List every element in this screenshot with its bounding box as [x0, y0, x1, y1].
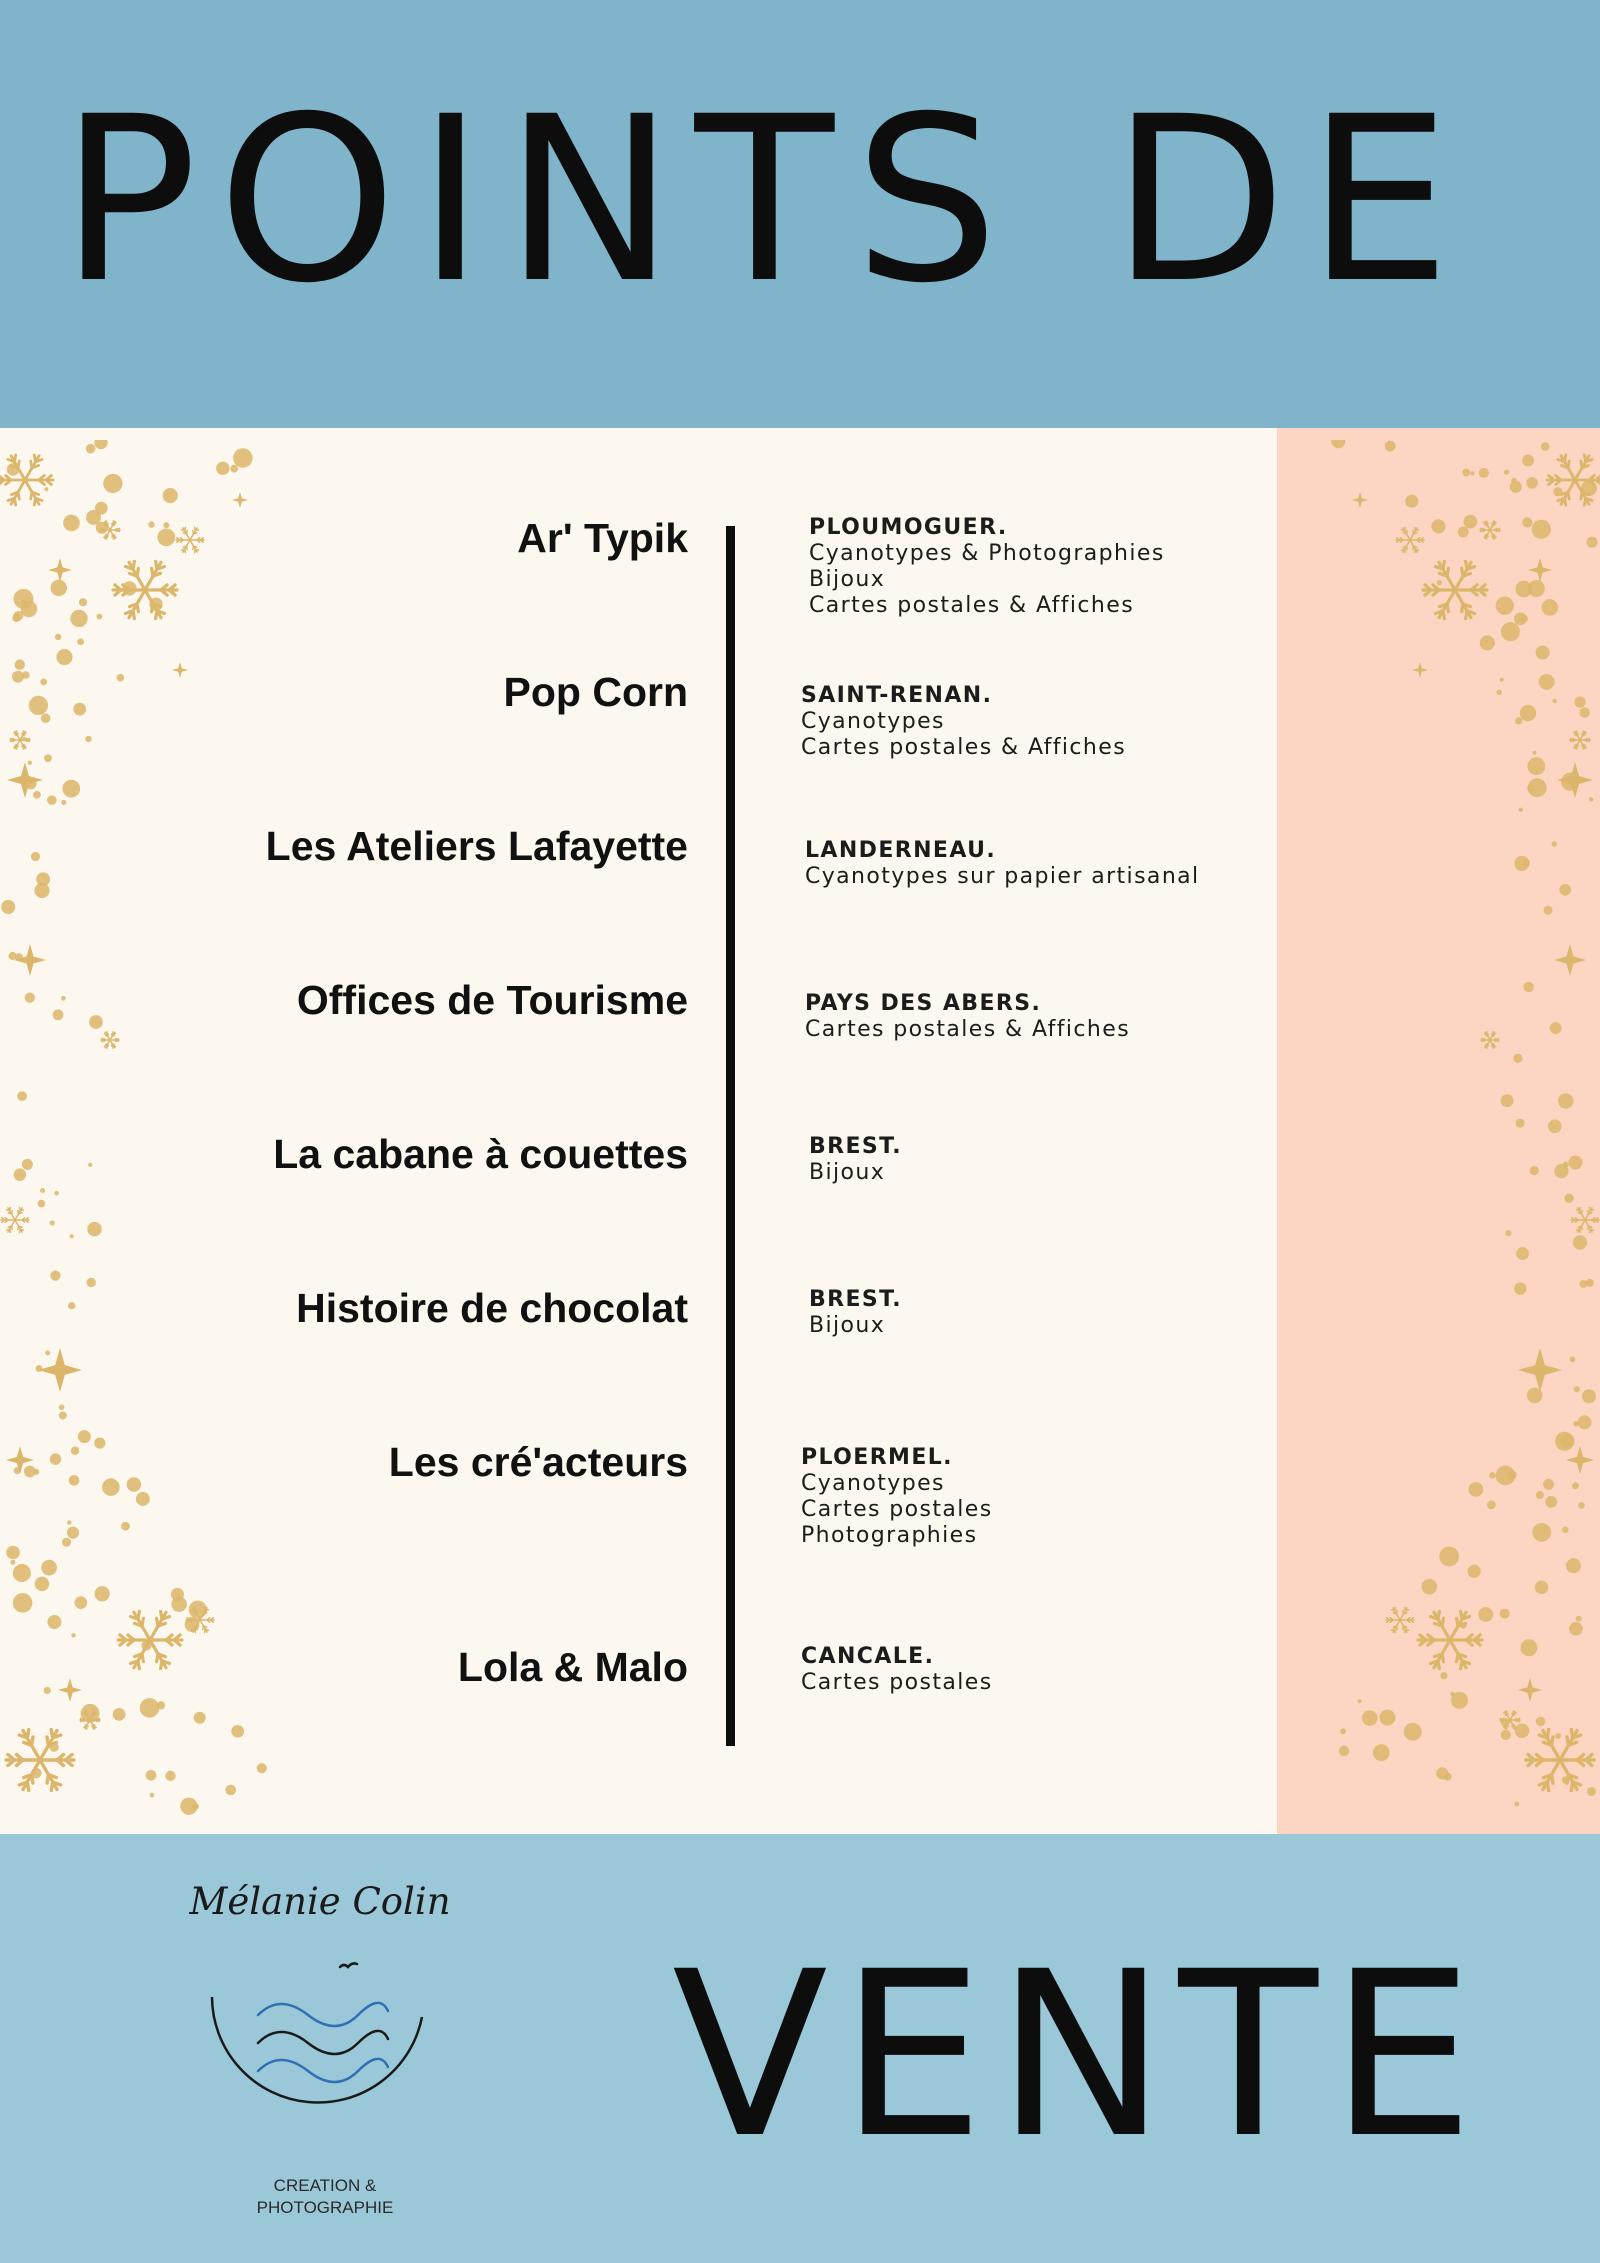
confetti-dot-icon — [86, 510, 101, 525]
confetti-dot-icon — [13, 1593, 33, 1613]
confetti-dot-icon — [1522, 517, 1532, 527]
confetti-dot-icon — [59, 1411, 67, 1419]
confetti-dot-icon — [1443, 603, 1449, 609]
confetti-dot-icon — [47, 795, 57, 805]
sparkle-star-icon — [1566, 1446, 1594, 1474]
confetti-dot-icon — [67, 1527, 79, 1539]
snowflake-icon — [1570, 731, 1590, 749]
confetti-dot-icon — [1357, 1699, 1361, 1703]
confetti-dot-icon — [1548, 1120, 1562, 1134]
confetti-dot-icon — [36, 1365, 43, 1372]
confetti-dot-icon — [12, 671, 24, 683]
confetti-dot-icon — [1496, 597, 1514, 615]
confetti-dot-icon — [38, 1200, 46, 1208]
shop-place: BREST. — [809, 1287, 903, 1312]
confetti-dot-icon — [185, 1617, 200, 1632]
confetti-dot-icon — [1555, 1733, 1561, 1739]
confetti-dot-icon — [1558, 1093, 1573, 1108]
shop-name: Histoire de chocolat — [296, 1285, 688, 1331]
shop-place: PAYS DES ABERS. — [805, 991, 1042, 1016]
confetti-dot-icon — [45, 1350, 50, 1355]
confetti-dot-icon — [29, 696, 48, 715]
confetti-dot-icon — [35, 1577, 50, 1592]
shop-item: Bijoux — [809, 567, 886, 592]
confetti-dot-icon — [79, 598, 87, 606]
confetti-dot-icon — [1510, 481, 1522, 493]
confetti-dot-icon — [1536, 1717, 1546, 1727]
confetti-dot-icon — [88, 1163, 92, 1167]
confetti-dot-icon — [33, 791, 41, 799]
confetti-dot-icon — [13, 1564, 31, 1582]
confetti-dot-icon — [1515, 1723, 1530, 1738]
confetti-dot-icon — [1586, 537, 1597, 548]
confetti-dot-icon — [1520, 1639, 1537, 1656]
confetti-dot-icon — [1553, 699, 1557, 703]
shop-info — [809, 515, 1289, 619]
sparkle-star-icon — [1518, 1678, 1542, 1702]
confetti-dot-icon — [70, 1234, 74, 1238]
gold-confetti-decoration-right — [1290, 440, 1600, 1820]
confetti-dot-icon — [1496, 1466, 1516, 1486]
confetti-dot-icon — [1362, 1710, 1378, 1726]
confetti-dot-icon — [75, 1596, 88, 1609]
confetti-dot-icon — [1436, 1767, 1448, 1779]
sparkle-star-icon — [58, 1678, 82, 1702]
confetti-dot-icon — [1479, 468, 1489, 478]
confetti-dot-icon — [89, 1015, 103, 1029]
confetti-dot-icon — [87, 1222, 101, 1236]
confetti-dot-icon — [1437, 580, 1443, 586]
confetti-dot-icon — [1579, 1280, 1587, 1288]
confetti-dot-icon — [1530, 1166, 1539, 1175]
logo-tagline — [220, 2175, 430, 2219]
confetti-dot-icon — [146, 1770, 157, 1781]
confetti-dot-icon — [1532, 1523, 1551, 1542]
shop-place: SAINT-RENAN. — [801, 683, 993, 708]
snowflake-icon — [1547, 455, 1600, 505]
confetti-dot-icon — [1589, 797, 1593, 801]
confetti-dot-icon — [47, 1615, 61, 1629]
confetti-dot-icon — [15, 953, 23, 961]
confetti-dot-icon — [216, 462, 229, 475]
confetti-dot-icon — [1581, 480, 1597, 496]
confetti-dot-icon — [165, 1771, 175, 1781]
sparkle-star-icon — [232, 492, 248, 508]
confetti-dot-icon — [1555, 1432, 1574, 1451]
shop-item: Cyanotypes — [801, 709, 945, 734]
confetti-dot-icon — [87, 1278, 96, 1287]
confetti-dot-icon — [1379, 1710, 1395, 1726]
confetti-dot-icon — [31, 852, 40, 861]
confetti-dot-icon — [1520, 705, 1536, 721]
confetti-dot-icon — [1578, 1415, 1592, 1429]
shop-item: Cyanotypes — [801, 1471, 945, 1496]
confetti-dot-icon — [117, 674, 125, 682]
shop-item: Cartes postales — [801, 1497, 993, 1522]
confetti-dot-icon — [1514, 1801, 1519, 1806]
confetti-dot-icon — [1514, 1282, 1526, 1294]
confetti-dot-icon — [192, 1803, 198, 1809]
confetti-dot-icon — [1587, 1787, 1596, 1796]
confetti-dot-icon — [1536, 645, 1550, 659]
confetti-dot-icon — [189, 1601, 207, 1619]
confetti-dot-icon — [225, 1785, 236, 1796]
confetti-dot-icon — [1440, 1672, 1447, 1679]
shop-item: Cartes postales & Affiches — [809, 593, 1135, 618]
confetti-dot-icon — [102, 1478, 120, 1496]
confetti-dot-icon — [1574, 1386, 1580, 1392]
confetti-dot-icon — [62, 780, 80, 798]
confetti-dot-icon — [230, 465, 238, 473]
confetti-dot-icon — [50, 1220, 55, 1225]
confetti-dot-icon — [171, 1588, 184, 1601]
confetti-dot-icon — [68, 1302, 75, 1309]
confetti-dot-icon — [1373, 1744, 1390, 1761]
shop-info — [809, 1134, 1289, 1186]
confetti-dot-icon — [1478, 1607, 1493, 1622]
confetti-dot-icon — [1513, 1054, 1522, 1063]
confetti-dot-icon — [1527, 1388, 1543, 1404]
confetti-dot-icon — [63, 515, 80, 532]
shop-name: Pop Corn — [503, 669, 688, 715]
sparkle-star-icon — [1554, 944, 1586, 976]
confetti-dot-icon — [44, 487, 48, 491]
confetti-dot-icon — [71, 1633, 75, 1637]
confetti-dot-icon — [1579, 707, 1589, 717]
confetti-dot-icon — [140, 1698, 159, 1717]
confetti-dot-icon — [1339, 1746, 1349, 1756]
snowflake-icon — [0, 455, 53, 505]
confetti-dot-icon — [149, 598, 162, 611]
confetti-dot-icon — [1561, 773, 1579, 791]
confetti-dot-icon — [1500, 678, 1504, 682]
shop-info — [809, 1287, 1289, 1339]
logo-signature: Mélanie Colin — [189, 1880, 451, 1923]
confetti-dot-icon — [1487, 1501, 1496, 1510]
confetti-dot-icon — [1563, 1162, 1569, 1168]
confetti-dot-icon — [1514, 856, 1529, 871]
confetti-dot-icon — [50, 1453, 61, 1464]
confetti-dot-icon — [61, 800, 66, 805]
confetti-dot-icon — [1516, 1119, 1525, 1128]
confetti-dot-icon — [113, 1708, 126, 1721]
shop-place: BREST. — [809, 1134, 903, 1159]
confetti-dot-icon — [61, 996, 66, 1001]
confetti-dot-icon — [33, 1469, 39, 1475]
confetti-dot-icon — [1500, 1609, 1510, 1619]
confetti-dot-icon — [22, 1159, 33, 1170]
confetti-dot-icon — [1422, 1579, 1438, 1595]
confetti-dot-icon — [1570, 1356, 1576, 1362]
confetti-dot-icon — [1566, 1558, 1581, 1573]
confetti-dot-icon — [1515, 717, 1522, 724]
confetti-dot-icon — [1405, 495, 1418, 508]
confetti-dot-icon — [1462, 469, 1470, 477]
confetti-dot-icon — [54, 1191, 59, 1196]
confetti-dot-icon — [14, 1168, 27, 1181]
snowflake-icon — [1, 1207, 29, 1232]
confetti-dot-icon — [1470, 471, 1474, 475]
confetti-dot-icon — [25, 993, 35, 1003]
sparkle-star-icon — [1518, 1348, 1562, 1392]
poster-title-top: POINTS DE — [60, 67, 1471, 333]
confetti-dot-icon — [77, 638, 84, 645]
confetti-dot-icon — [1541, 442, 1550, 451]
confetti-dot-icon — [14, 611, 24, 621]
confetti-dot-icon — [1501, 1730, 1511, 1740]
confetti-dot-icon — [1501, 1094, 1514, 1107]
confetti-dot-icon — [1578, 1502, 1585, 1509]
confetti-dot-icon — [95, 1586, 110, 1601]
confetti-dot-icon — [1568, 1156, 1582, 1170]
snowflake-icon — [1480, 521, 1500, 539]
confetti-dot-icon — [49, 1742, 59, 1752]
shop-item: Cartes postales & Affiches — [801, 735, 1127, 760]
shop-name: Les Ateliers Lafayette — [265, 823, 688, 869]
confetti-dot-icon — [67, 1520, 72, 1525]
confetti-dot-icon — [1505, 1230, 1511, 1236]
confetti-dot-icon — [1539, 674, 1555, 690]
sparkle-star-icon — [1528, 558, 1552, 582]
confetti-dot-icon — [1501, 1718, 1510, 1727]
confetti-dot-icon — [51, 580, 68, 597]
confetti-dot-icon — [22, 671, 30, 679]
confetti-dot-icon — [1542, 599, 1559, 616]
confetti-dot-icon — [1535, 1581, 1548, 1594]
confetti-dot-icon — [1562, 1527, 1568, 1533]
confetti-dot-icon — [1439, 1547, 1459, 1567]
confetti-dot-icon — [70, 610, 87, 627]
poster-title-bottom: VENTE — [672, 1922, 1486, 2188]
confetti-dot-icon — [233, 448, 253, 468]
shop-item: Cyanotypes sur papier artisanal — [805, 864, 1200, 889]
confetti-dot-icon — [1527, 757, 1545, 775]
confetti-dot-icon — [69, 1475, 80, 1486]
snowflake-icon — [1396, 527, 1424, 552]
sparkle-star-icon — [38, 1348, 82, 1392]
confetti-dot-icon — [10, 1560, 15, 1565]
confetti-dot-icon — [1489, 1472, 1496, 1479]
confetti-dot-icon — [55, 634, 61, 640]
confetti-dot-icon — [1552, 841, 1557, 846]
confetti-dot-icon — [1545, 1496, 1557, 1508]
confetti-dot-icon — [1550, 1022, 1562, 1034]
confetti-dot-icon — [14, 1467, 21, 1474]
confetti-dot-icon — [28, 760, 32, 764]
snowflake-icon — [1571, 1207, 1599, 1232]
confetti-dot-icon — [121, 1522, 130, 1531]
confetti-dot-icon — [163, 488, 178, 503]
confetti-dot-icon — [1536, 1491, 1544, 1499]
confetti-dot-icon — [1480, 635, 1495, 650]
snowflake-icon — [1386, 1607, 1414, 1632]
confetti-dot-icon — [1543, 1479, 1554, 1490]
confetti-dot-icon — [1504, 470, 1509, 475]
confetti-dot-icon — [150, 1793, 155, 1798]
sparkle-star-icon — [48, 558, 72, 582]
center-divider — [726, 526, 735, 1746]
confetti-dot-icon — [1331, 440, 1345, 448]
shop-name: Les cré'acteurs — [388, 1439, 688, 1485]
sparkle-star-icon — [1352, 492, 1368, 508]
confetti-dot-icon — [41, 713, 51, 723]
confetti-dot-icon — [1340, 1728, 1346, 1734]
confetti-dot-icon — [62, 1538, 71, 1547]
confetti-dot-icon — [1468, 1482, 1483, 1497]
confetti-dot-icon — [136, 1492, 150, 1506]
snowflake-icon — [1423, 561, 1487, 618]
confetti-dot-icon — [194, 1712, 206, 1724]
shop-place: PLOUMOGUER. — [809, 515, 1008, 540]
shop-item: Cartes postales — [801, 1670, 993, 1695]
confetti-dot-icon — [34, 883, 49, 898]
confetti-dot-icon — [1527, 785, 1535, 793]
confetti-dot-icon — [96, 614, 102, 620]
shop-item: Cyanotypes & Photographies — [809, 541, 1165, 566]
shop-name: Ar' Typik — [517, 515, 688, 561]
confetti-dot-icon — [50, 1270, 60, 1280]
confetti-dot-icon — [1573, 1235, 1587, 1249]
confetti-dot-icon — [44, 754, 52, 762]
confetti-dot-icon — [53, 1009, 64, 1020]
confetti-dot-icon — [1544, 906, 1553, 915]
shop-item: Cartes postales & Affiches — [805, 1017, 1131, 1042]
confetti-dot-icon — [1576, 1616, 1582, 1622]
shop-name: La cabane à couettes — [273, 1131, 688, 1177]
shop-item: Photographies — [801, 1523, 978, 1548]
confetti-dot-icon — [1516, 1247, 1529, 1260]
shop-info — [801, 683, 1281, 761]
confetti-dot-icon — [1553, 487, 1562, 496]
confetti-dot-icon — [15, 659, 25, 669]
confetti-dot-icon — [1562, 1776, 1569, 1783]
confetti-dot-icon — [44, 1687, 51, 1694]
shop-place: LANDERNEAU. — [805, 838, 997, 863]
confetti-dot-icon — [7, 463, 20, 476]
confetti-dot-icon — [73, 703, 86, 716]
confetti-dot-icon — [103, 474, 122, 493]
confetti-dot-icon — [1458, 527, 1469, 538]
confetti-dot-icon — [1573, 1421, 1578, 1426]
confetti-dot-icon — [94, 1438, 105, 1449]
shop-name: Lola & Malo — [457, 1644, 688, 1690]
confetti-dot-icon — [6, 1546, 20, 1560]
confetti-dot-icon — [122, 581, 136, 595]
shop-item: Bijoux — [809, 1160, 886, 1185]
shop-info — [805, 838, 1285, 890]
confetti-dot-icon — [1574, 696, 1585, 707]
confetti-dot-icon — [31, 1768, 41, 1778]
confetti-dot-icon — [40, 679, 47, 686]
snowflake-icon — [1481, 1032, 1499, 1048]
confetti-dot-icon — [59, 1404, 65, 1410]
shop-info — [805, 991, 1285, 1043]
confetti-dot-icon — [231, 1725, 244, 1738]
bird-icon — [340, 1963, 357, 1967]
confetti-dot-icon — [1532, 751, 1536, 755]
snowflake-icon — [6, 1730, 74, 1791]
confetti-dot-icon — [1526, 477, 1538, 489]
logo-tagline-line: CREATION & — [273, 2176, 377, 2195]
confetti-dot-icon — [1522, 454, 1534, 466]
confetti-dot-icon — [1463, 515, 1477, 529]
confetti-dot-icon — [1496, 690, 1501, 695]
confetti-dot-icon — [94, 440, 107, 449]
confetti-dot-icon — [56, 649, 72, 665]
snowflake-icon — [101, 1032, 119, 1048]
confetti-dot-icon — [1, 900, 15, 914]
snowflake-icon — [10, 731, 30, 749]
wave-logo-icon — [200, 1955, 440, 2165]
confetti-dot-icon — [1385, 441, 1396, 452]
shop-info — [801, 1445, 1281, 1549]
confetti-dot-icon — [1450, 1692, 1455, 1697]
confetti-dot-icon — [257, 1763, 267, 1773]
confetti-dot-icon — [1569, 1622, 1583, 1636]
sparkle-star-icon — [1412, 662, 1428, 678]
confetti-dot-icon — [1501, 622, 1520, 641]
confetti-dot-icon — [1582, 1389, 1596, 1403]
shop-info — [801, 1644, 1281, 1696]
confetti-dot-icon — [22, 737, 27, 742]
confetti-dot-icon — [1572, 1482, 1579, 1489]
shop-name: Offices de Tourisme — [296, 977, 688, 1023]
confetti-dot-icon — [26, 778, 37, 789]
confetti-dot-icon — [1515, 581, 1532, 598]
confetti-dot-icon — [1460, 1622, 1466, 1628]
snowflake-icon — [1526, 1730, 1594, 1791]
confetti-dot-icon — [1559, 884, 1571, 896]
confetti-dot-icon — [85, 736, 91, 742]
snowflake-icon — [1418, 1611, 1482, 1668]
confetti-dot-icon — [41, 1560, 57, 1576]
confetti-dot-icon — [1519, 808, 1523, 812]
shop-place: CANCALE. — [801, 1644, 935, 1669]
confetti-dot-icon — [40, 1188, 45, 1193]
confetti-dot-icon — [81, 1704, 100, 1723]
confetti-dot-icon — [1514, 613, 1527, 626]
shop-place: PLOERMEL. — [801, 1445, 953, 1470]
confetti-dot-icon — [86, 444, 96, 454]
confetti-dot-icon — [1468, 1565, 1481, 1578]
confetti-dot-icon — [1564, 1194, 1573, 1203]
confetti-dot-icon — [1532, 520, 1551, 539]
confetti-dot-icon — [71, 1446, 79, 1454]
shop-item: Bijoux — [809, 1313, 886, 1338]
confetti-dot-icon — [1431, 519, 1445, 533]
confetti-dot-icon — [17, 1091, 27, 1101]
logo-tagline-line: PHOTOGRAPHIE — [256, 2198, 394, 2217]
confetti-dot-icon — [1523, 982, 1533, 992]
confetti-dot-icon — [1404, 1723, 1422, 1741]
confetti-dot-icon — [78, 1430, 91, 1443]
